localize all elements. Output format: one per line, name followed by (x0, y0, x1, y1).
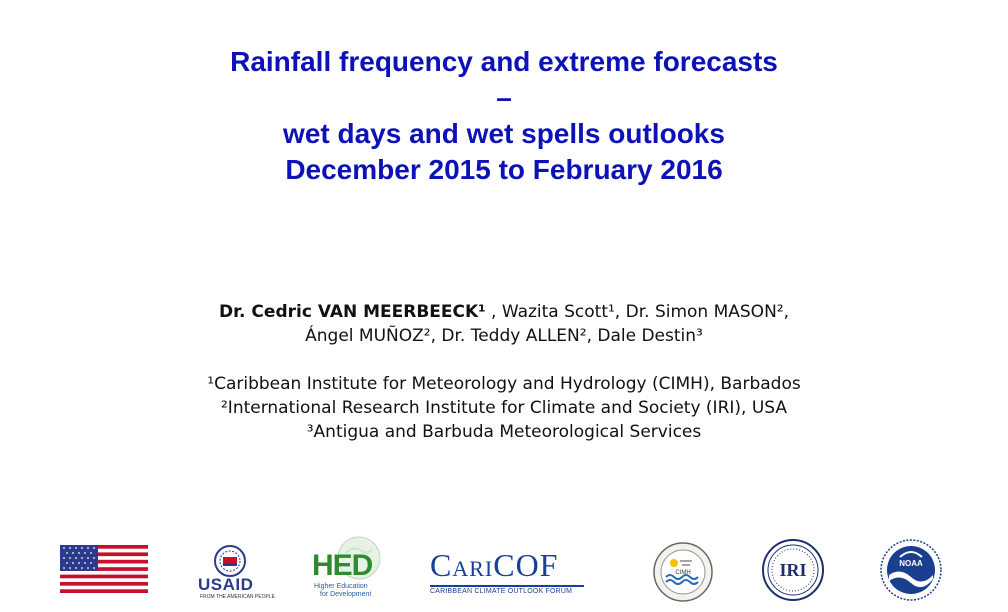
usaid-wordmark: USAID (198, 575, 254, 594)
title-line-3: wet days and wet spells outlooks (283, 118, 725, 149)
noaa-logo (880, 535, 942, 605)
author-line-2: Ángel MUÑOZ², Dr. Teddy ALLEN², Dale Destin³ (305, 326, 703, 346)
affiliation-list (0, 372, 1008, 444)
caricof-wordmark: CariCOF (430, 547, 559, 583)
author-line-1 (0, 300, 1008, 324)
usaid-tagline: FROM THE AMERICAN PEOPLE (200, 594, 275, 600)
caricof-tagline: CARIBBEAN CLIMATE OUTLOOK FORUM (430, 588, 573, 595)
affiliation-3: ³Antigua and Barbuda Meteorological Services (306, 422, 702, 442)
usaid-seal-icon (214, 545, 246, 577)
hed-wordmark: HED (312, 549, 373, 582)
hed-tagline-1: Higher Education (314, 583, 368, 590)
author-list (0, 300, 1008, 348)
iri-logo (762, 535, 824, 605)
co-authors-1: , Wazita Scott¹, Dr. Simon MASON², (485, 302, 790, 322)
lead-author: Dr. Cedric VAN MEERBEECK¹ (218, 302, 486, 322)
usaid-logo (196, 535, 275, 605)
title-line-2: – (496, 82, 512, 113)
title-line-1: Rainfall frequency and extreme forecasts (230, 46, 778, 77)
affiliation-2: ²International Research Institute for Climate and Society (IRI), USA (220, 398, 788, 418)
affiliation-1: ¹Caribbean Institute for Meteorology and Hydrology (CIMH), Barbados (207, 374, 801, 394)
noaa-seal-icon (880, 539, 942, 601)
caricof-underline (430, 585, 584, 587)
hed-tagline-2: for Development (320, 591, 372, 598)
us-flag-logo (60, 545, 148, 593)
cimh-logo (652, 535, 714, 605)
hed-logo (310, 535, 382, 605)
cimh-label: CIMH (675, 570, 691, 576)
iri-label: IRI (779, 560, 807, 580)
logo-strip (0, 535, 1008, 605)
caricof-logo (430, 535, 586, 605)
noaa-label: NOAA (899, 559, 923, 568)
slide-title (0, 44, 1008, 188)
title-line-4: December 2015 to February 2016 (285, 154, 723, 185)
